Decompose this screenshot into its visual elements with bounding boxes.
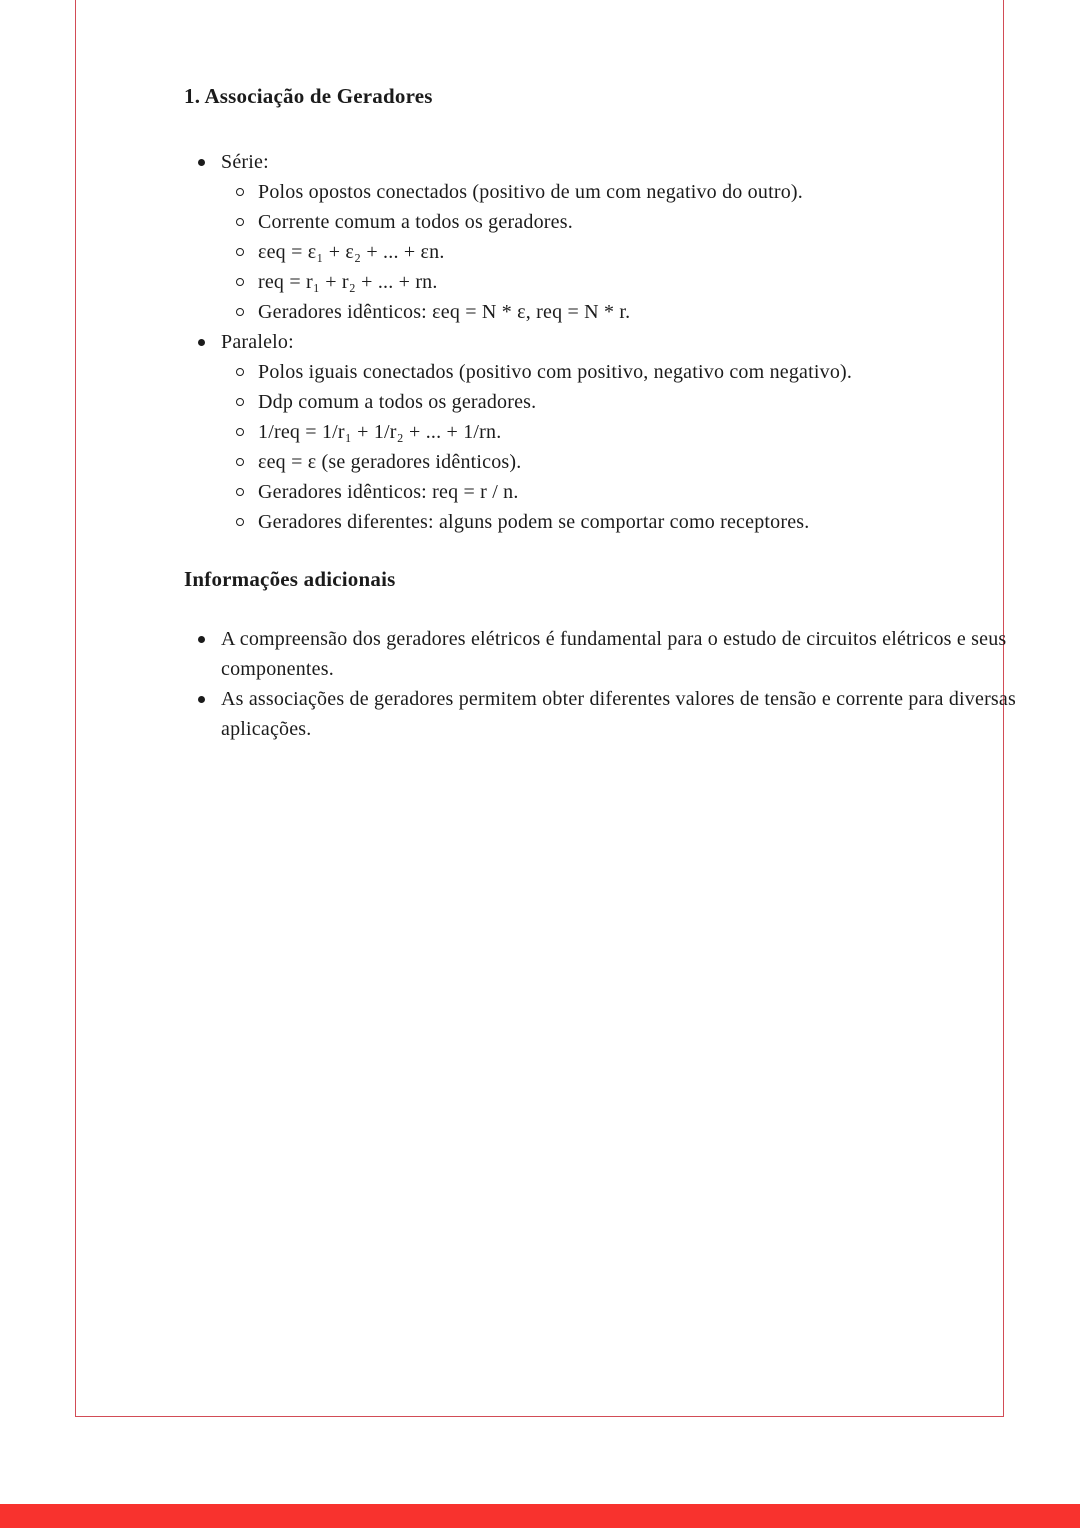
open-bullet-icon <box>236 278 244 286</box>
list-item <box>184 447 1066 477</box>
generators-association-list <box>184 147 1066 537</box>
page-frame <box>75 0 1016 1417</box>
filled-bullet-icon <box>198 339 205 346</box>
list-item-text: εeq = ε (se geradores idênticos). <box>258 451 522 473</box>
subsection-title: Informações adicionais <box>184 567 396 591</box>
list-item-text: Geradores idênticos: εeq = N * ε, req = N * r. <box>258 301 631 323</box>
list-item <box>184 237 1066 267</box>
open-bullet-icon <box>236 308 244 316</box>
list-item <box>184 477 1066 507</box>
list-item <box>184 507 1066 537</box>
list-item-text: Polos iguais conectados (positivo com positivo, negativo com negativo). <box>258 361 853 383</box>
list-item <box>184 417 1066 447</box>
list-item-text: As associações de geradores permitem obter diferentes valores de tensão e corrente para diversas aplicações. <box>221 688 1016 740</box>
list-item-text: Corrente comum a todos os geradores. <box>258 211 573 233</box>
filled-bullet-icon <box>198 636 205 643</box>
filled-bullet-icon <box>198 696 205 703</box>
open-bullet-icon <box>236 488 244 496</box>
list-item <box>184 207 1066 237</box>
list-item-text: Geradores diferentes: alguns podem se comportar como receptores. <box>258 511 810 533</box>
open-bullet-icon <box>236 368 244 376</box>
list-item <box>184 684 1066 744</box>
list-item <box>184 147 1066 177</box>
list-item-text: Ddp comum a todos os geradores. <box>258 391 537 413</box>
open-bullet-icon <box>236 188 244 196</box>
list-item-text: Paralelo: <box>221 331 294 353</box>
list-item-text: req = r₁ + r₂ + ... + rn. <box>258 271 438 293</box>
list-item <box>184 297 1066 327</box>
bottom-red-bar <box>0 1504 1080 1528</box>
list-item-text: Série: <box>221 151 269 173</box>
list-item-text: Polos opostos conectados (positivo de um com negativo do outro). <box>258 181 803 203</box>
open-bullet-icon <box>236 518 244 526</box>
list-item <box>184 177 1066 207</box>
open-bullet-icon <box>236 248 244 256</box>
list-item <box>184 327 1066 357</box>
open-bullet-icon <box>236 398 244 406</box>
additional-info-list <box>184 624 1066 744</box>
open-bullet-icon <box>236 218 244 226</box>
list-item <box>184 387 1066 417</box>
page-content <box>184 81 1066 744</box>
open-bullet-icon <box>236 458 244 466</box>
filled-bullet-icon <box>198 159 205 166</box>
list-item <box>184 357 1066 387</box>
list-item <box>184 267 1066 297</box>
open-bullet-icon <box>236 428 244 436</box>
list-item-text: εeq = ε₁ + ε₂ + ... + εn. <box>258 241 445 263</box>
list-item-text: Geradores idênticos: req = r / n. <box>258 481 519 503</box>
list-item-text: A compreensão dos geradores elétricos é fundamental para o estudo de circuitos elétricos e seus componentes. <box>221 628 1007 680</box>
list-item-text: 1/req = 1/r₁ + 1/r₂ + ... + 1/rn. <box>258 421 502 443</box>
list-item <box>184 624 1066 684</box>
section-title: 1. Associação de Geradores <box>184 84 433 108</box>
